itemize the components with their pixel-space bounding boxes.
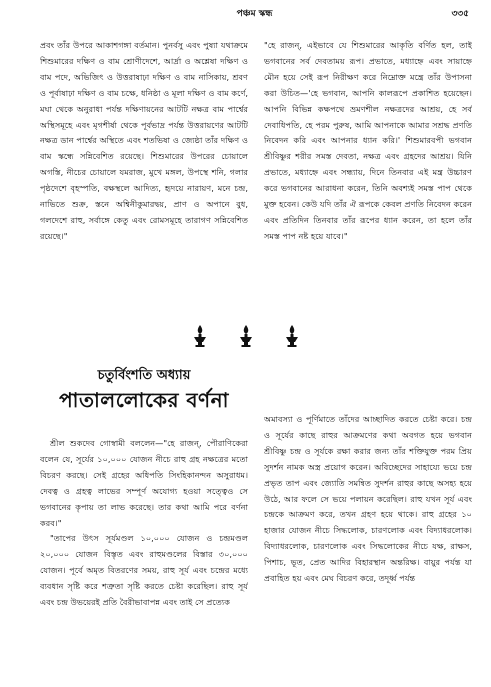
running-header xyxy=(40,6,469,20)
right-column-top xyxy=(264,38,472,320)
page-number: ৩৩৫ xyxy=(451,9,469,19)
chapter-title: পাতাললোকের বর্ণনা xyxy=(59,388,229,412)
left-top-paragraph: প্রবং তাঁর উপরে আকাশগঙ্গা বর্তমান। পুনর্বসু এবং পুষ্যা যথাক্রমে শিশুমারের দক্ষিণ ও বাম শ্রোণীদেশে, আর্দ্রা ও অশ্লেষা দক্ষিণ ও বাম পদে, অভিজিৎ ও উত্তরাষাঢ়া দক্ষিণ ও বাম নাসিকায়, শ্রবণ ও পূর্বাষাঢ়া দক্ষিণ ও বাম চক্ষে, ধনিষ্ঠা ও মূলা দক্ষিণ ও বাম কর্ণে, মঘা থেকে অনুরাধা পর্যন্ত দক্ষিণায়নের আটটি নক্ষত্র বাম পার্শ্বের অস্থিসমূহে এবং মৃগশীর্ষা থেকে পূর্বভাদ্র পর্যন্ত উত্তরায়ণের আটটি নক্ষত্র ডান পার্শ্বের অস্থিতে এবং শতভিষা ও জ্যেষ্ঠা তাঁর দক্ষিণ ও বাম স্কন্ধে সন্নিবেশিত রয়েছে। শিশুমারের উপরের চোয়ালে অগস্তি, নীচের চোয়ালে যমরাজ, মুখে মঙ্গল, উপস্থে শনি, গলার পৃষ্ঠদেশে বৃহস্পতি, বক্ষস্থলে আদিত্য, হৃদয়ে নারায়ণ, মনে চন্দ্র, নাভিতে শুক্র, স্তনে অশ্বিনীকুমারদ্বয়, প্রাণ ও অপানে বুধ, গলদেশে রাহু, সর্বাঙ্গে কেতু এবং রোমসমূহে তারাগণ সন্নিবেশিত রয়েছে।" xyxy=(40,40,248,241)
right-bottom-paragraph: অমাবস্যা ও পূর্ণিমাতে তাঁদের আচ্ছাদিত করতে চেষ্টা করে। চন্দ্র ও সূর্যের কাছে রাহুর আক্রমণের কথা অবগত হয়ে ভগবান শ্রীবিষ্ণু চন্দ্র ও সূর্যকে রক্ষা করার জন্য তাঁর শক্তিযুক্ত পরম প্রিয় সুদর্শন নামক অস্ত্র প্রয়োগ করেন। অবিচ্ছেদের সাহায্যে ভয়ে চন্দ্র প্রভৃত তাপ এবং জ্যোতি সমন্বিত সুদর্শন রাহুর কাছে অসহ্য হয়ে উঠে, আর ফলে সে ভয়ে পলায়ন করেছিল। রাহু যখন সূর্য এবং চন্দ্রকে আক্রমণ করে, তখন গ্রহণ হয়ে থাকে। রাহু গ্রহের ১০ হাজার যোজন নীচে সিদ্ধলোক, চারণলোক এবং বিদ্যাধরলোক। বিদ্যাধরলোক, চারণলোক এবং সিদ্ধলোকের নীচে যক্ষ, রাক্ষস, পিশাচ, ভূত, প্রেত আদির বিহারস্থান অন্তরিক্ষ। বায়ুর পর্যন্ত যা প্রবাহিত হয় এবং মেঘ বিচরণ করে, তদূর্ধ্ব পর্যন্ত xyxy=(264,414,472,584)
left-column-bottom xyxy=(40,436,248,684)
lamp-ornament-icon xyxy=(284,324,300,348)
right-column-bottom xyxy=(264,412,472,684)
lamp-ornament-icon xyxy=(192,324,208,348)
section-divider xyxy=(0,322,491,350)
left-bottom-paragraph-2: "তাপের উৎস সূর্যমণ্ডল ১০,০০০ যোজন ও চন্দ্রমণ্ডল ২০,০০০ যোজন বিস্তৃত এবং রাহুমণ্ডলের বিস্তার ৩০,০০০ যোজন। পূর্বে অমৃত বিতরণের সময়, রাহু সূর্য এবং চন্দ্রের মধ্যে ব্যবধান সৃষ্টি করে শত্রুতা সৃষ্টি করতে চেষ্টা করেছিল। রাহু সূর্য এবং চন্দ্র উভয়েরই প্রতি বৈরীভাবাপন্ন এবং তাই সে প্রত্যেক xyxy=(40,533,248,608)
left-column-top xyxy=(40,38,248,320)
chapter-number: চতুর্বিংশতি অধ্যায় xyxy=(97,368,191,383)
header-title: পঞ্চম স্কন্ধ xyxy=(236,9,273,19)
right-top-paragraph: "হে রাজন্‌, এইভাবে যে শিশুমারের আকৃতি বর্ণিত হল, তাই ভগবানের সর্ব দেবতাময় রূপ। প্রভাতে, মধ্যাহ্নে এবং সায়াহ্নে মৌন হয়ে সেই রূপ নিরীক্ষণ করে নিম্নোক্ত মন্ত্রে তাঁর উপাসনা করা উচিত—'হে ভগবান, আপনি কালরূপে প্রকাশিত হয়েছেন। আপনি বিভিন্ন কক্ষপথে ভ্রমণশীল নক্ষত্রদের আশ্রয়, হে সর্ব দেবাধিপতি, হে পরম পুরুষ, আমি আপনাকে আমার সশ্রদ্ধ প্রণতি নিবেদন করি এবং আপনার ধ্যান করি।' শিশুমারবপী ভগবান শ্রীবিষ্ণুর শরীর সমস্ত দেবতা, নক্ষত্র এবং গ্রহদের আশ্রয়। যিনি প্রভাতে, মধ্যাহ্নে এবং সন্ধ্যায়, দিনে তিনবার এই মন্ত্র উচ্চারণ করে ভগবানের আরাধনা করেন, তিনি অবশ্যই সমস্ত পাপ থেকে মুক্ত হবেন। কেউ যদি তাঁর ঐ রূপকে কেবল প্রণতি নিবেদন করেন এবং প্রতিদিন তিনবার তাঁর রূপের ধ্যান করেন, তা হলে তাঁর সমস্ত পাপ নষ্ট হয়ে যাবে।" xyxy=(264,40,472,241)
lamp-ornament-icon xyxy=(238,324,254,348)
left-bottom-paragraph-1: শ্রীল শুকদেব গোস্বামী বললেন—"হে রাজন্‌, পৌরাণিকেরা বলেন যে, সূর্যের ১০,০০০ যোজন নীচে রাহু গ্রহ নক্ষত্রের মতো বিচরণ করছে। সেই গ্রহের অধিপতি সিংহিকানন্দন অসুরাধম। দেবত্ব ও গ্রহত্ব লাভের সম্পূর্ণ অযোগ্য হওয়া সত্ত্বেও সে ভগবানের কৃপায় তা লাভ করেছে। তার কথা আমি পরে বর্ণনা করব।" xyxy=(40,438,248,528)
